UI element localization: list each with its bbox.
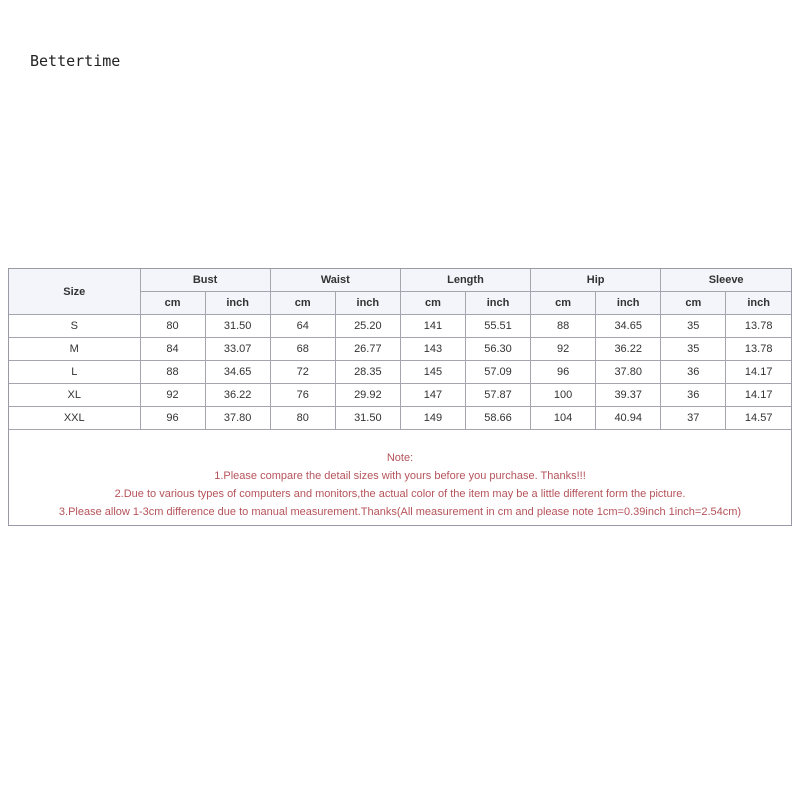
- measurement-cell: 72: [270, 361, 335, 384]
- measurement-cell: 31.50: [335, 407, 400, 430]
- measurement-cell: 96: [140, 407, 205, 430]
- unit-header: inch: [335, 292, 400, 315]
- measurement-cell: 36.22: [205, 384, 270, 407]
- measurement-cell: 14.57: [726, 407, 791, 430]
- brand-name: Bettertime: [30, 52, 121, 70]
- measurement-cell: 36: [661, 384, 726, 407]
- size-cell: XL: [9, 384, 140, 407]
- measurement-cell: 33.07: [205, 338, 270, 361]
- measurement-cell: 58.66: [465, 407, 530, 430]
- measurement-cell: 34.65: [205, 361, 270, 384]
- measurement-cell: 37.80: [205, 407, 270, 430]
- measurement-cell: 37.80: [596, 361, 661, 384]
- group-header-sleeve: Sleeve: [661, 269, 791, 292]
- measurement-cell: 92: [531, 338, 596, 361]
- measurement-cell: 149: [400, 407, 465, 430]
- measurement-cell: 36: [661, 361, 726, 384]
- measurement-cell: 88: [531, 315, 596, 338]
- table-row: [9, 338, 791, 361]
- measurement-cell: 39.37: [596, 384, 661, 407]
- size-rows: [9, 315, 791, 430]
- measurement-cell: 31.50: [205, 315, 270, 338]
- group-header-length: Length: [400, 269, 530, 292]
- measurement-cell: 13.78: [726, 338, 791, 361]
- measurement-cell: 14.17: [726, 361, 791, 384]
- header-row-groups: [9, 269, 791, 292]
- unit-header: inch: [205, 292, 270, 315]
- size-cell: L: [9, 361, 140, 384]
- measurement-cell: 35: [661, 338, 726, 361]
- size-cell: XXL: [9, 407, 140, 430]
- measurement-cell: 57.09: [465, 361, 530, 384]
- measurement-cell: 88: [140, 361, 205, 384]
- measurement-cell: 141: [400, 315, 465, 338]
- group-header-hip: Hip: [531, 269, 661, 292]
- unit-header: cm: [400, 292, 465, 315]
- measurement-cell: 147: [400, 384, 465, 407]
- table-row: [9, 384, 791, 407]
- size-chart: [8, 268, 792, 526]
- measurement-cell: 64: [270, 315, 335, 338]
- note-line: 2.Due to various types of computers and monitors,the actual color of the item may be a little different form the picture.: [114, 488, 686, 500]
- measurement-cell: 56.30: [465, 338, 530, 361]
- measurement-cell: 68: [270, 338, 335, 361]
- measurement-cell: 80: [270, 407, 335, 430]
- note-line: 1.Please compare the detail sizes with yours before you purchase. Thanks!!!: [214, 470, 586, 482]
- measurement-cell: 25.20: [335, 315, 400, 338]
- measurement-cell: 80: [140, 315, 205, 338]
- measurement-cell: 14.17: [726, 384, 791, 407]
- unit-header: cm: [661, 292, 726, 315]
- size-cell: S: [9, 315, 140, 338]
- unit-header: cm: [140, 292, 205, 315]
- measurement-cell: 28.35: [335, 361, 400, 384]
- measurement-cell: 76: [270, 384, 335, 407]
- measurement-cell: 143: [400, 338, 465, 361]
- measurement-cell: 96: [531, 361, 596, 384]
- measurement-cell: 100: [531, 384, 596, 407]
- measurement-cell: 55.51: [465, 315, 530, 338]
- measurement-cell: 34.65: [596, 315, 661, 338]
- size-column-header: Size: [9, 269, 140, 315]
- size-table: [9, 269, 791, 430]
- measurement-cell: 84: [140, 338, 205, 361]
- measurement-cell: 92: [140, 384, 205, 407]
- group-header-bust: Bust: [140, 269, 270, 292]
- measurement-cell: 13.78: [726, 315, 791, 338]
- unit-header: inch: [726, 292, 791, 315]
- size-cell: M: [9, 338, 140, 361]
- table-row: [9, 407, 791, 430]
- measurement-cell: 40.94: [596, 407, 661, 430]
- measurement-cell: 36.22: [596, 338, 661, 361]
- group-header-waist: Waist: [270, 269, 400, 292]
- table-row: [9, 315, 791, 338]
- unit-header: cm: [531, 292, 596, 315]
- measurement-cell: 29.92: [335, 384, 400, 407]
- measurement-cell: 35: [661, 315, 726, 338]
- unit-header: cm: [270, 292, 335, 315]
- note-line: 3.Please allow 1-3cm difference due to manual measurement.Thanks(All measurement in cm and please note 1cm=0.39inch 1inch=2.54cm): [58, 506, 742, 518]
- measurement-cell: 37: [661, 407, 726, 430]
- notes-title: Note:: [386, 452, 414, 464]
- measurement-cell: 26.77: [335, 338, 400, 361]
- measurement-cell: 57.87: [465, 384, 530, 407]
- measurement-cell: 145: [400, 361, 465, 384]
- table-row: [9, 361, 791, 384]
- measurement-cell: 104: [531, 407, 596, 430]
- notes-section: [9, 430, 791, 525]
- unit-header: inch: [465, 292, 530, 315]
- unit-header: inch: [596, 292, 661, 315]
